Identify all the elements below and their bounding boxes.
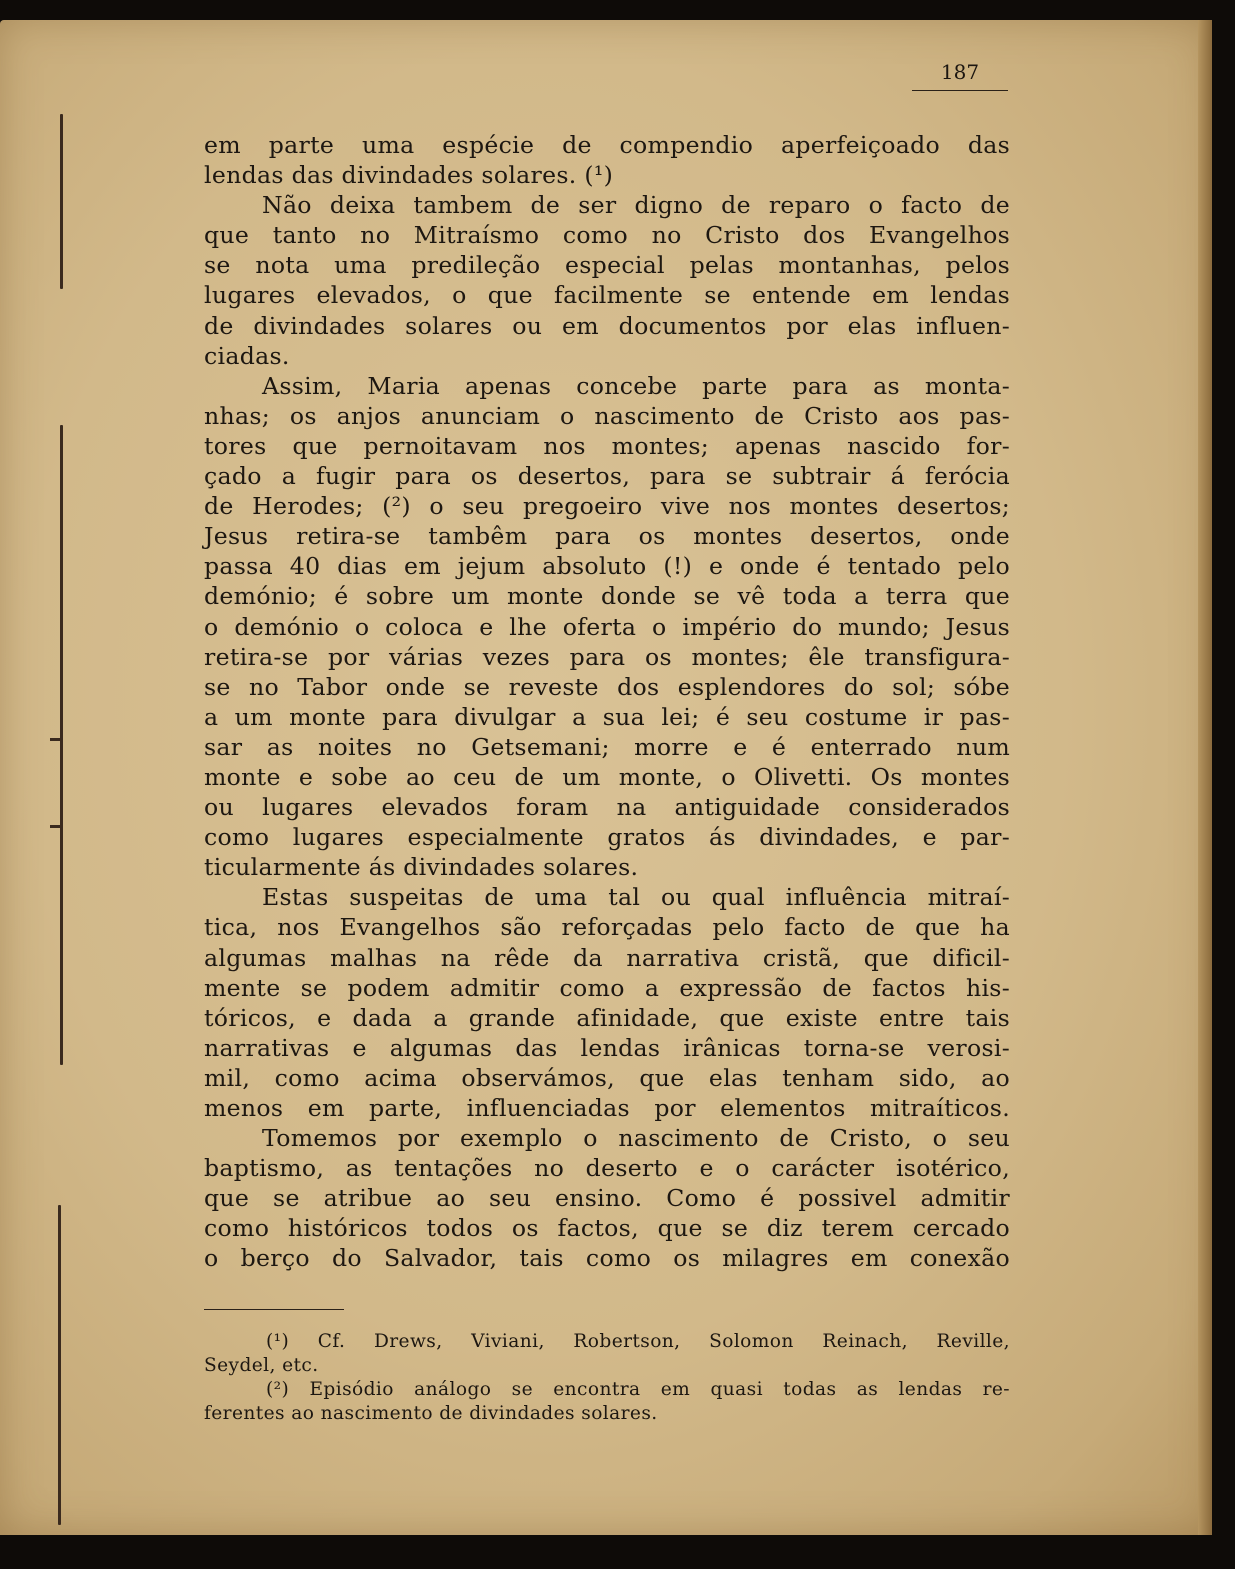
footnote-line: ferentes ao nascimento de divindades solares. <box>204 1403 658 1424</box>
text-line: tóricos, e dada a grande afinidade, que existe entre tais <box>204 1003 1010 1032</box>
text-line: sar as noites no Getsemani; morre e é enterrado num <box>204 732 1010 761</box>
text-line: retira-se por várias vezes para os montes; êle transfigura- <box>204 642 1010 671</box>
text-line: Estas suspeitas de uma tal ou qual influência mitraí- <box>262 883 1010 912</box>
text-line: Não deixa tambem de ser digno de reparo o facto de <box>262 191 1010 220</box>
text-line: monte e sobe ao ceu de um monte, o Olivetti. Os montes <box>204 762 1010 791</box>
text-line: nhas; os anjos anunciam o nascimento de Cristo aos pas- <box>204 401 1010 430</box>
text-line: como lugares especialmente gratos ás divindades, e par- <box>204 823 1010 852</box>
margin-mark <box>60 114 63 289</box>
text-line: o berço do Salvador, tais como os milagres em conexão <box>204 1244 1010 1273</box>
text-line: que tanto no Mitraísmo como no Cristo dos Evangelhos <box>204 221 1010 250</box>
margin-mark <box>50 825 62 828</box>
text-line: que se atribue ao seu ensino. Como é possivel admitir <box>204 1184 1010 1213</box>
page-number: 187 <box>912 60 1008 91</box>
text-line: çado a fugir para os desertos, para se subtrair á ferócia <box>204 462 1010 491</box>
footnote-divider <box>204 1309 344 1310</box>
text-line: narrativas e algumas das lendas irânicas torna-se verosi- <box>204 1033 1010 1062</box>
margin-mark <box>50 738 62 741</box>
page-edge <box>1198 20 1212 1535</box>
text-line: a um monte para divulgar a sua lei; é seu costume ir pas- <box>204 702 1010 731</box>
text-line: de divindades solares ou em documentos por elas influen- <box>204 311 1010 340</box>
text-line: Tomemos por exemplo o nascimento de Cristo, o seu <box>262 1124 1010 1153</box>
text-line: algumas malhas na rêde da narrativa cristã, que dificil- <box>204 943 1010 972</box>
body-text <box>204 130 1010 1274</box>
margin-mark <box>60 425 63 1065</box>
footnote-line: (¹) Cf. Drews, Viviani, Robertson, Solomon Reinach, Reville, <box>266 1331 1010 1352</box>
text-line: menos em parte, influenciadas por elementos mitraíticos. <box>204 1094 1010 1122</box>
text-line: mente se podem admitir como a expressão de factos his- <box>204 973 1010 1002</box>
text-line: tica, nos Evangelhos são reforçadas pelo facto de que ha <box>204 913 1010 942</box>
text-line: baptismo, as tentações no deserto e o carácter isotérico, <box>204 1154 1010 1183</box>
text-line: lugares elevados, o que facilmente se entende em lendas <box>204 281 1010 310</box>
text-line: demónio; é sobre um monte donde se vê toda a terra que <box>204 582 1010 611</box>
text-line: ciadas. <box>204 341 290 370</box>
text-line: de Herodes; (²) o seu pregoeiro vive nos montes desertos; <box>204 492 1010 521</box>
footnotes <box>204 1330 1010 1426</box>
footnote-line: (²) Episódio análogo se encontra em quasi todas as lendas re- <box>266 1379 1010 1400</box>
book-page <box>0 20 1212 1535</box>
text-line: como históricos todos os factos, que se diz terem cercado <box>204 1214 1010 1243</box>
margin-mark <box>58 1205 61 1525</box>
text-line: o demónio o coloca e lhe oferta o império do mundo; Jesus <box>204 612 1010 641</box>
text-line: mil, como acima observámos, que elas tenham sido, ao <box>204 1063 1010 1092</box>
text-line: se nota uma predileção especial pelas montanhas, pelos <box>204 251 1010 280</box>
text-line: Assim, Maria apenas concebe parte para as monta- <box>262 371 1010 400</box>
text-line: passa 40 dias em jejum absoluto (!) e onde é tentado pelo <box>204 552 1010 581</box>
footnote-line: Seydel, etc. <box>204 1355 319 1376</box>
text-line: ticularmente ás divindades solares. <box>204 853 639 882</box>
text-line: Jesus retira-se tambêm para os montes desertos, onde <box>204 522 1010 551</box>
text-line: ou lugares elevados foram na antiguidade considerados <box>204 793 1010 822</box>
text-line: se no Tabor onde se reveste dos esplendores do sol; sóbe <box>204 672 1010 701</box>
text-line: tores que pernoitavam nos montes; apenas nascido for- <box>204 431 1010 460</box>
text-line: lendas das divindades solares. (¹) <box>204 161 614 190</box>
text-line: em parte uma espécie de compendio aperfeiçoado das <box>204 131 1010 159</box>
